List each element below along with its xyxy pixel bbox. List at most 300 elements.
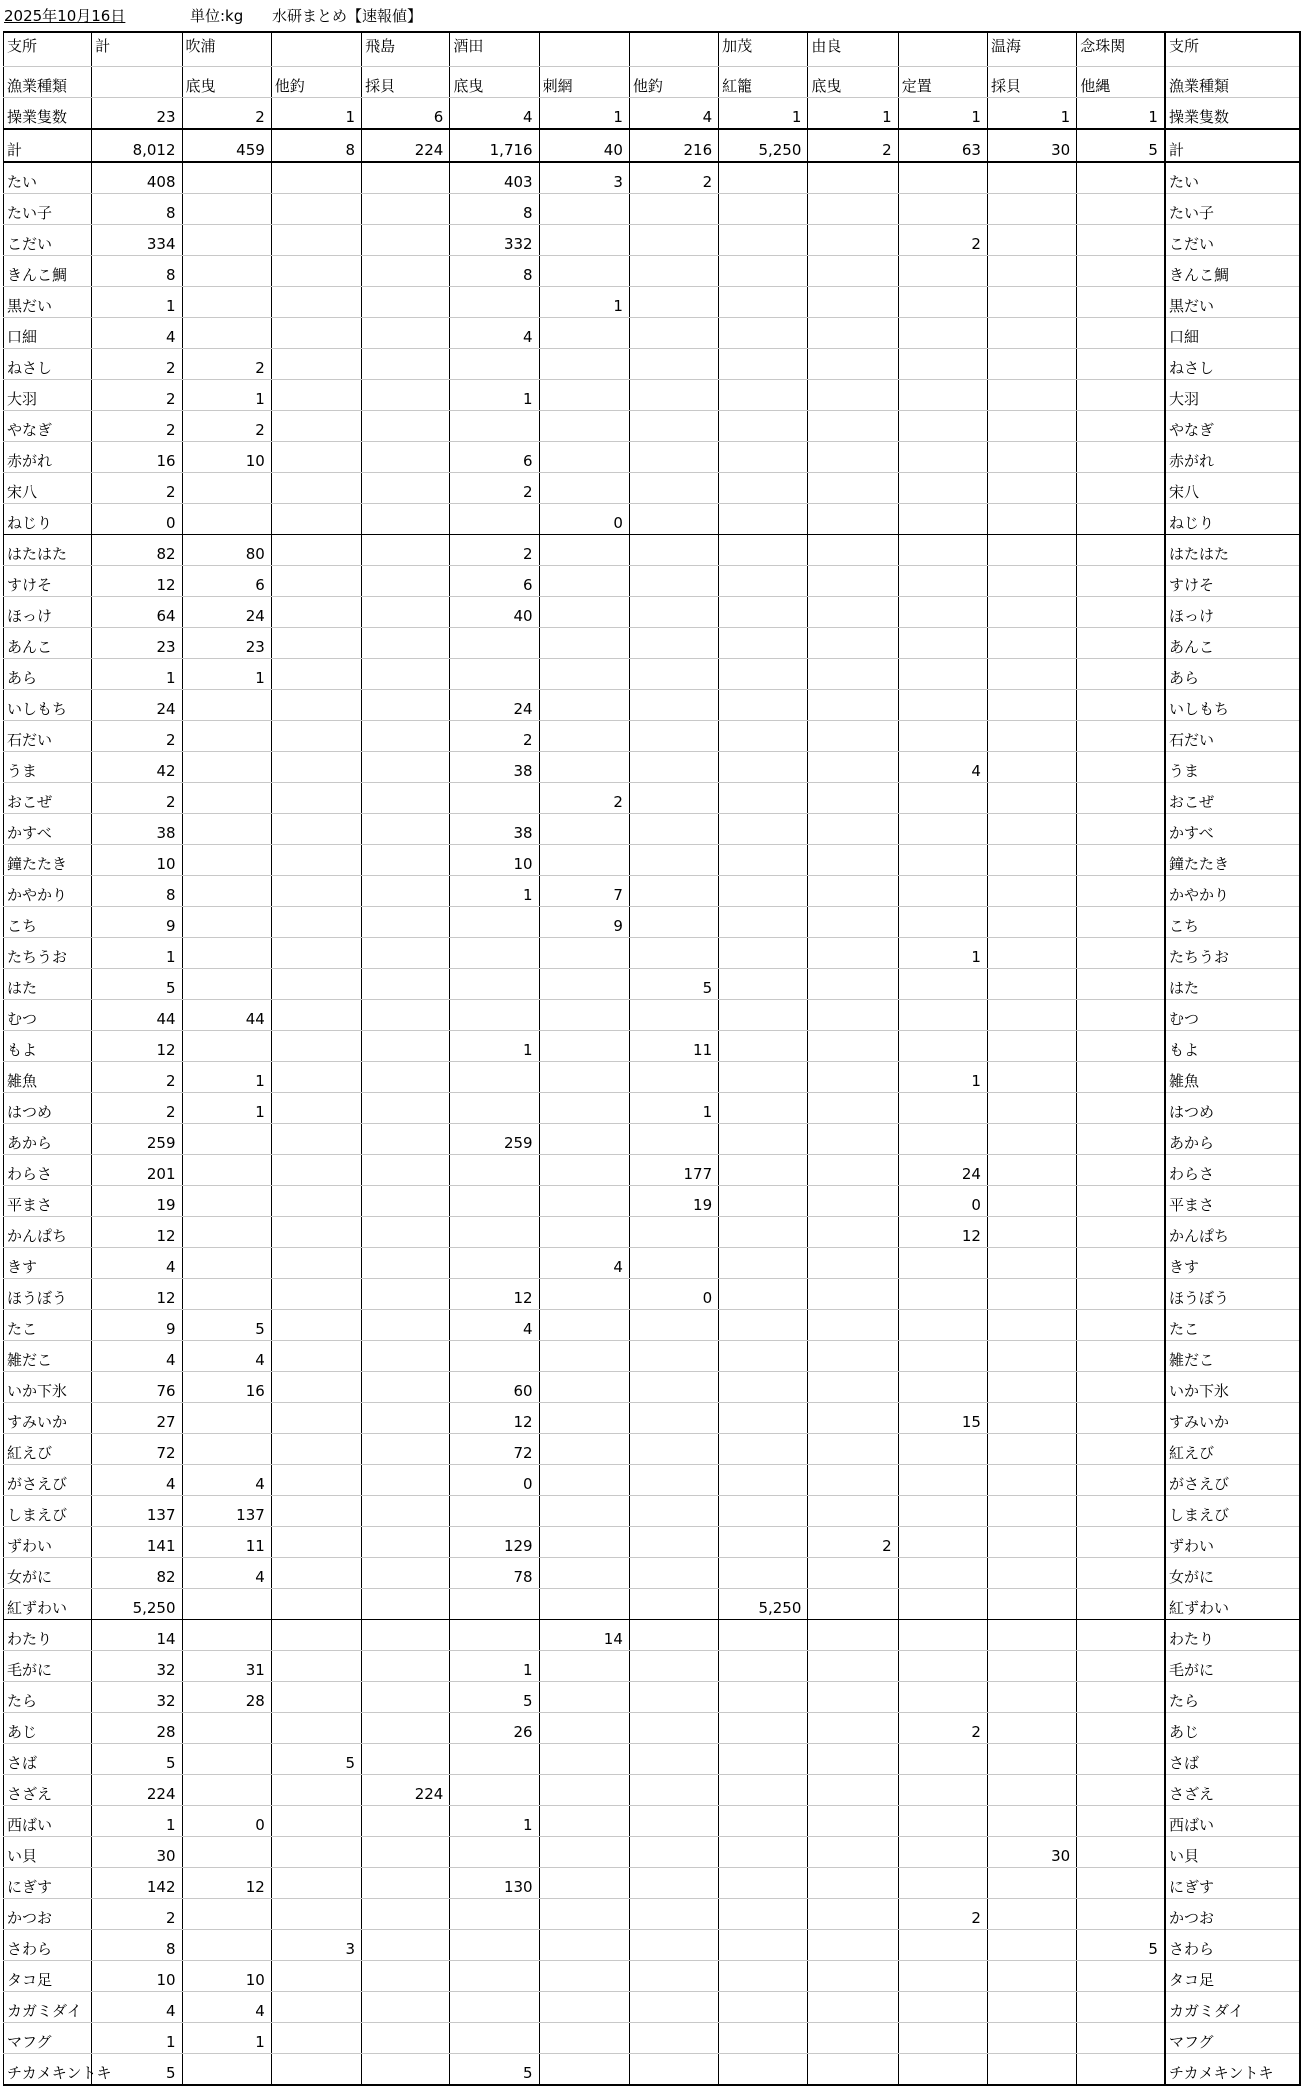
value-cell[interactable] [1077,1775,1165,1806]
value-cell[interactable] [719,752,808,783]
value-cell[interactable]: 1 [450,1806,539,1837]
species-name-cell-right[interactable]: きす [1165,1248,1300,1279]
value-cell[interactable] [1077,1682,1165,1713]
value-cell[interactable] [719,1744,808,1775]
value-cell[interactable]: 216 [629,129,718,162]
value-cell[interactable] [987,256,1076,287]
value-cell[interactable] [629,1558,718,1589]
species-name-cell[interactable]: ずわい [4,1527,92,1558]
value-cell[interactable] [539,1713,629,1744]
value-cell[interactable] [808,318,898,349]
value-cell[interactable] [271,1186,361,1217]
value-cell[interactable] [539,1868,629,1899]
value-cell[interactable]: 0 [450,1465,539,1496]
branch-header-cell[interactable]: 温海 [987,32,1076,67]
species-name-cell[interactable]: さば [4,1744,92,1775]
value-cell[interactable] [898,1651,987,1682]
total-cell[interactable]: 5 [92,1744,182,1775]
value-cell[interactable] [182,1620,271,1651]
value-cell[interactable] [808,1062,898,1093]
value-cell[interactable] [271,1713,361,1744]
value-cell[interactable] [362,349,450,380]
value-cell[interactable] [898,721,987,752]
value-cell[interactable] [808,504,898,535]
value-cell[interactable] [539,1031,629,1062]
value-cell[interactable] [719,690,808,721]
value-cell[interactable] [450,1341,539,1372]
value-cell[interactable]: 26 [450,1713,539,1744]
value-cell[interactable] [808,1310,898,1341]
value-cell[interactable] [1077,1837,1165,1868]
value-cell[interactable] [539,1930,629,1961]
value-cell[interactable] [182,783,271,814]
fishery-type-header-cell[interactable]: 採貝 [362,67,450,98]
value-cell[interactable] [987,473,1076,504]
value-cell[interactable] [808,1589,898,1620]
value-cell[interactable]: 11 [629,1031,718,1062]
value-cell[interactable] [450,1093,539,1124]
value-cell[interactable] [271,1093,361,1124]
total-cell[interactable]: 12 [92,566,182,597]
value-cell[interactable]: 24 [182,597,271,628]
fishery-type-header-cell[interactable]: 紅籠 [719,67,808,98]
value-cell[interactable] [1077,380,1165,411]
value-cell[interactable] [719,1992,808,2023]
value-cell[interactable] [271,1403,361,1434]
species-name-cell-right[interactable]: すみいか [1165,1403,1300,1434]
value-cell[interactable] [362,690,450,721]
value-cell[interactable]: 1 [539,98,629,130]
value-cell[interactable] [719,628,808,659]
value-cell[interactable] [539,628,629,659]
value-cell[interactable] [362,1155,450,1186]
value-cell[interactable]: 1 [182,1093,271,1124]
species-name-cell[interactable]: こち [4,907,92,938]
value-cell[interactable] [362,814,450,845]
value-cell[interactable] [629,442,718,473]
species-name-cell[interactable]: たい子 [4,194,92,225]
value-cell[interactable] [629,1775,718,1806]
value-cell[interactable]: 5,250 [719,129,808,162]
value-cell[interactable] [362,162,450,194]
value-cell[interactable]: 5,250 [719,1589,808,1620]
value-cell[interactable] [629,659,718,690]
species-name-cell[interactable]: たら [4,1682,92,1713]
fishery-type-header-cell[interactable]: 漁業種類 [1165,67,1300,98]
value-cell[interactable] [539,1651,629,1682]
species-name-cell-right[interactable]: むつ [1165,1000,1300,1031]
value-cell[interactable] [898,194,987,225]
total-cell[interactable]: 12 [92,1217,182,1248]
species-name-cell[interactable]: ほっけ [4,597,92,628]
value-cell[interactable] [1077,1961,1165,1992]
species-name-cell[interactable]: 紅えび [4,1434,92,1465]
value-cell[interactable] [1077,442,1165,473]
fishery-type-header-cell[interactable]: 定置 [898,67,987,98]
value-cell[interactable] [629,597,718,628]
value-cell[interactable] [898,1434,987,1465]
value-cell[interactable]: 4 [182,1465,271,1496]
value-cell[interactable] [1077,194,1165,225]
value-cell[interactable] [719,1403,808,1434]
species-name-cell-right[interactable]: たい子 [1165,194,1300,225]
value-cell[interactable] [182,1031,271,1062]
species-name-cell[interactable]: 紅ずわい [4,1589,92,1620]
value-cell[interactable] [808,1372,898,1403]
value-cell[interactable] [808,1403,898,1434]
branch-header-cell[interactable]: 吹浦 [182,32,271,67]
value-cell[interactable] [182,194,271,225]
value-cell[interactable] [539,535,629,566]
species-name-cell[interactable]: にぎす [4,1868,92,1899]
fishery-type-header-cell[interactable]: 漁業種類 [4,67,92,98]
value-cell[interactable] [898,2023,987,2054]
species-name-cell[interactable]: マフグ [4,2023,92,2054]
species-name-cell[interactable]: 平まさ [4,1186,92,1217]
value-cell[interactable] [182,752,271,783]
value-cell[interactable]: 4 [182,1341,271,1372]
value-cell[interactable] [629,783,718,814]
value-cell[interactable] [808,1031,898,1062]
species-name-cell[interactable]: きんこ鯛 [4,256,92,287]
species-name-cell[interactable]: たこ [4,1310,92,1341]
species-name-cell[interactable]: さざえ [4,1775,92,1806]
value-cell[interactable] [450,1496,539,1527]
value-cell[interactable] [362,1403,450,1434]
value-cell[interactable] [362,1806,450,1837]
species-name-cell-right[interactable]: おこぜ [1165,783,1300,814]
value-cell[interactable] [450,1248,539,1279]
value-cell[interactable] [987,1248,1076,1279]
value-cell[interactable]: 1 [898,938,987,969]
species-name-cell[interactable]: いか下氷 [4,1372,92,1403]
value-cell[interactable] [182,721,271,752]
value-cell[interactable] [629,721,718,752]
value-cell[interactable] [719,504,808,535]
value-cell[interactable] [271,1465,361,1496]
species-name-cell-right[interactable]: はたはた [1165,535,1300,566]
fishery-type-header-cell[interactable]: 他縄 [1077,67,1165,98]
species-name-cell[interactable]: 雑魚 [4,1062,92,1093]
value-cell[interactable] [719,349,808,380]
value-cell[interactable] [629,535,718,566]
value-cell[interactable] [719,1186,808,1217]
value-cell[interactable] [719,1093,808,1124]
species-name-cell[interactable]: もよ [4,1031,92,1062]
value-cell[interactable] [1077,1403,1165,1434]
value-cell[interactable]: 177 [629,1155,718,1186]
value-cell[interactable]: 4 [898,752,987,783]
value-cell[interactable] [362,1186,450,1217]
value-cell[interactable]: 6 [362,98,450,130]
value-cell[interactable] [898,256,987,287]
species-name-cell-right[interactable]: 計 [1165,129,1300,162]
total-cell[interactable]: 5 [92,2054,182,2086]
value-cell[interactable] [1077,162,1165,194]
value-cell[interactable] [182,473,271,504]
value-cell[interactable] [539,1403,629,1434]
total-cell[interactable]: 1 [92,938,182,969]
value-cell[interactable]: 332 [450,225,539,256]
value-cell[interactable] [362,2054,450,2086]
value-cell[interactable] [1077,690,1165,721]
value-cell[interactable] [629,1837,718,1868]
value-cell[interactable] [450,2023,539,2054]
value-cell[interactable] [987,1217,1076,1248]
value-cell[interactable] [987,566,1076,597]
value-cell[interactable] [898,907,987,938]
value-cell[interactable] [271,1806,361,1837]
value-cell[interactable] [1077,659,1165,690]
value-cell[interactable] [271,1899,361,1930]
value-cell[interactable] [362,535,450,566]
value-cell[interactable] [539,1372,629,1403]
species-name-cell-right[interactable]: 紅えび [1165,1434,1300,1465]
species-name-cell-right[interactable]: 黒だい [1165,287,1300,318]
value-cell[interactable] [987,1031,1076,1062]
value-cell[interactable]: 1,716 [450,129,539,162]
value-cell[interactable] [719,969,808,1000]
value-cell[interactable] [719,318,808,349]
value-cell[interactable] [362,1279,450,1310]
branch-header-cell[interactable]: 支所 [4,32,92,67]
total-cell[interactable]: 64 [92,597,182,628]
value-cell[interactable] [271,1775,361,1806]
value-cell[interactable]: 28 [182,1682,271,1713]
value-cell[interactable] [808,411,898,442]
total-cell[interactable]: 4 [92,1465,182,1496]
value-cell[interactable] [1077,1093,1165,1124]
value-cell[interactable] [898,783,987,814]
value-cell[interactable] [362,504,450,535]
value-cell[interactable] [1077,1062,1165,1093]
value-cell[interactable] [450,1992,539,2023]
value-cell[interactable] [629,1744,718,1775]
value-cell[interactable] [629,256,718,287]
value-cell[interactable] [450,969,539,1000]
value-cell[interactable] [808,1899,898,1930]
value-cell[interactable] [629,1682,718,1713]
value-cell[interactable] [539,690,629,721]
value-cell[interactable] [629,690,718,721]
value-cell[interactable] [719,1310,808,1341]
value-cell[interactable]: 129 [450,1527,539,1558]
value-cell[interactable] [987,1341,1076,1372]
value-cell[interactable] [1077,628,1165,659]
value-cell[interactable] [362,969,450,1000]
branch-header-cell[interactable]: 酒田 [450,32,539,67]
species-name-cell[interactable]: 大羽 [4,380,92,411]
value-cell[interactable]: 12 [898,1217,987,1248]
value-cell[interactable] [271,287,361,318]
value-cell[interactable] [808,628,898,659]
value-cell[interactable] [362,1713,450,1744]
value-cell[interactable] [182,690,271,721]
value-cell[interactable] [898,1806,987,1837]
value-cell[interactable] [987,1651,1076,1682]
value-cell[interactable] [719,2054,808,2086]
value-cell[interactable] [629,1713,718,1744]
species-name-cell-right[interactable]: 石だい [1165,721,1300,752]
species-name-cell-right[interactable]: はた [1165,969,1300,1000]
value-cell[interactable] [539,1744,629,1775]
species-name-cell-right[interactable]: 女がに [1165,1558,1300,1589]
value-cell[interactable] [362,473,450,504]
value-cell[interactable] [898,1868,987,1899]
fishery-type-header-cell[interactable]: 底曳 [182,67,271,98]
value-cell[interactable]: 60 [450,1372,539,1403]
species-name-cell[interactable]: かんぱち [4,1217,92,1248]
value-cell[interactable] [1077,752,1165,783]
value-cell[interactable]: 259 [450,1124,539,1155]
value-cell[interactable] [1077,504,1165,535]
value-cell[interactable] [719,1434,808,1465]
value-cell[interactable]: 1 [539,287,629,318]
value-cell[interactable] [987,876,1076,907]
value-cell[interactable] [898,162,987,194]
value-cell[interactable]: 72 [450,1434,539,1465]
species-name-cell[interactable]: タコ足 [4,1961,92,1992]
value-cell[interactable] [719,1496,808,1527]
value-cell[interactable] [629,504,718,535]
value-cell[interactable] [808,1651,898,1682]
value-cell[interactable] [629,380,718,411]
species-name-cell[interactable]: 女がに [4,1558,92,1589]
species-name-cell-right[interactable]: 赤がれ [1165,442,1300,473]
value-cell[interactable]: 5 [1077,129,1165,162]
value-cell[interactable] [450,938,539,969]
species-name-cell-right[interactable]: さわら [1165,1930,1300,1961]
value-cell[interactable] [539,318,629,349]
species-name-cell-right[interactable]: 大羽 [1165,380,1300,411]
value-cell[interactable] [898,659,987,690]
total-cell[interactable]: 259 [92,1124,182,1155]
value-cell[interactable]: 2 [182,411,271,442]
branch-header-cell[interactable] [539,32,629,67]
species-name-cell-right[interactable]: ずわい [1165,1527,1300,1558]
fishery-type-header-cell[interactable]: 底曳 [808,67,898,98]
value-cell[interactable] [182,1279,271,1310]
value-cell[interactable]: 8 [450,194,539,225]
value-cell[interactable] [808,1093,898,1124]
value-cell[interactable]: 137 [182,1496,271,1527]
value-cell[interactable] [719,1868,808,1899]
value-cell[interactable] [271,162,361,194]
value-cell[interactable] [271,938,361,969]
value-cell[interactable] [987,162,1076,194]
total-cell[interactable]: 82 [92,1558,182,1589]
value-cell[interactable] [362,876,450,907]
value-cell[interactable] [1077,783,1165,814]
value-cell[interactable] [629,287,718,318]
value-cell[interactable] [1077,721,1165,752]
value-cell[interactable] [719,1682,808,1713]
value-cell[interactable] [271,256,361,287]
species-name-cell-right[interactable]: マフグ [1165,2023,1300,2054]
value-cell[interactable] [271,721,361,752]
total-cell[interactable]: 224 [92,1775,182,1806]
value-cell[interactable] [719,535,808,566]
value-cell[interactable] [1077,1558,1165,1589]
value-cell[interactable]: 4 [450,318,539,349]
value-cell[interactable] [898,1837,987,1868]
value-cell[interactable]: 5 [450,1682,539,1713]
value-cell[interactable] [898,1031,987,1062]
value-cell[interactable] [362,287,450,318]
value-cell[interactable] [629,1589,718,1620]
value-cell[interactable] [539,1155,629,1186]
total-cell[interactable]: 8 [92,256,182,287]
value-cell[interactable] [808,783,898,814]
value-cell[interactable] [362,628,450,659]
value-cell[interactable] [629,1465,718,1496]
total-cell[interactable]: 5,250 [92,1589,182,1620]
value-cell[interactable] [629,876,718,907]
value-cell[interactable]: 2 [898,1899,987,1930]
value-cell[interactable] [271,597,361,628]
value-cell[interactable] [362,1496,450,1527]
value-cell[interactable] [1077,1155,1165,1186]
value-cell[interactable]: 4 [539,1248,629,1279]
value-cell[interactable] [808,845,898,876]
value-cell[interactable] [808,1341,898,1372]
value-cell[interactable] [898,318,987,349]
value-cell[interactable] [182,1930,271,1961]
value-cell[interactable] [1077,1000,1165,1031]
value-cell[interactable] [450,349,539,380]
value-cell[interactable]: 0 [629,1279,718,1310]
value-cell[interactable]: 1 [719,98,808,130]
value-cell[interactable] [987,1403,1076,1434]
value-cell[interactable] [808,1682,898,1713]
value-cell[interactable] [539,194,629,225]
value-cell[interactable] [808,1465,898,1496]
value-cell[interactable] [1077,2023,1165,2054]
species-name-cell-right[interactable]: うま [1165,752,1300,783]
value-cell[interactable] [362,845,450,876]
value-cell[interactable] [987,442,1076,473]
value-cell[interactable] [987,1279,1076,1310]
value-cell[interactable] [271,2023,361,2054]
value-cell[interactable] [1077,1217,1165,1248]
species-name-cell[interactable]: むつ [4,1000,92,1031]
species-name-cell-right[interactable]: あら [1165,659,1300,690]
value-cell[interactable] [808,2054,898,2086]
branch-header-cell[interactable]: 支所 [1165,32,1300,67]
value-cell[interactable] [808,1434,898,1465]
value-cell[interactable] [987,1124,1076,1155]
value-cell[interactable] [182,969,271,1000]
species-name-cell[interactable]: 操業隻数 [4,98,92,130]
value-cell[interactable]: 403 [450,162,539,194]
value-cell[interactable] [539,1806,629,1837]
value-cell[interactable] [362,1062,450,1093]
species-name-cell[interactable]: かすべ [4,814,92,845]
value-cell[interactable]: 7 [539,876,629,907]
value-cell[interactable] [450,1837,539,1868]
value-cell[interactable] [271,1496,361,1527]
value-cell[interactable] [629,566,718,597]
value-cell[interactable] [271,1651,361,1682]
value-cell[interactable] [1077,287,1165,318]
value-cell[interactable]: 224 [362,1775,450,1806]
species-name-cell-right[interactable]: すけそ [1165,566,1300,597]
value-cell[interactable] [808,1806,898,1837]
value-cell[interactable] [898,473,987,504]
value-cell[interactable] [987,659,1076,690]
value-cell[interactable] [362,1124,450,1155]
value-cell[interactable] [539,752,629,783]
